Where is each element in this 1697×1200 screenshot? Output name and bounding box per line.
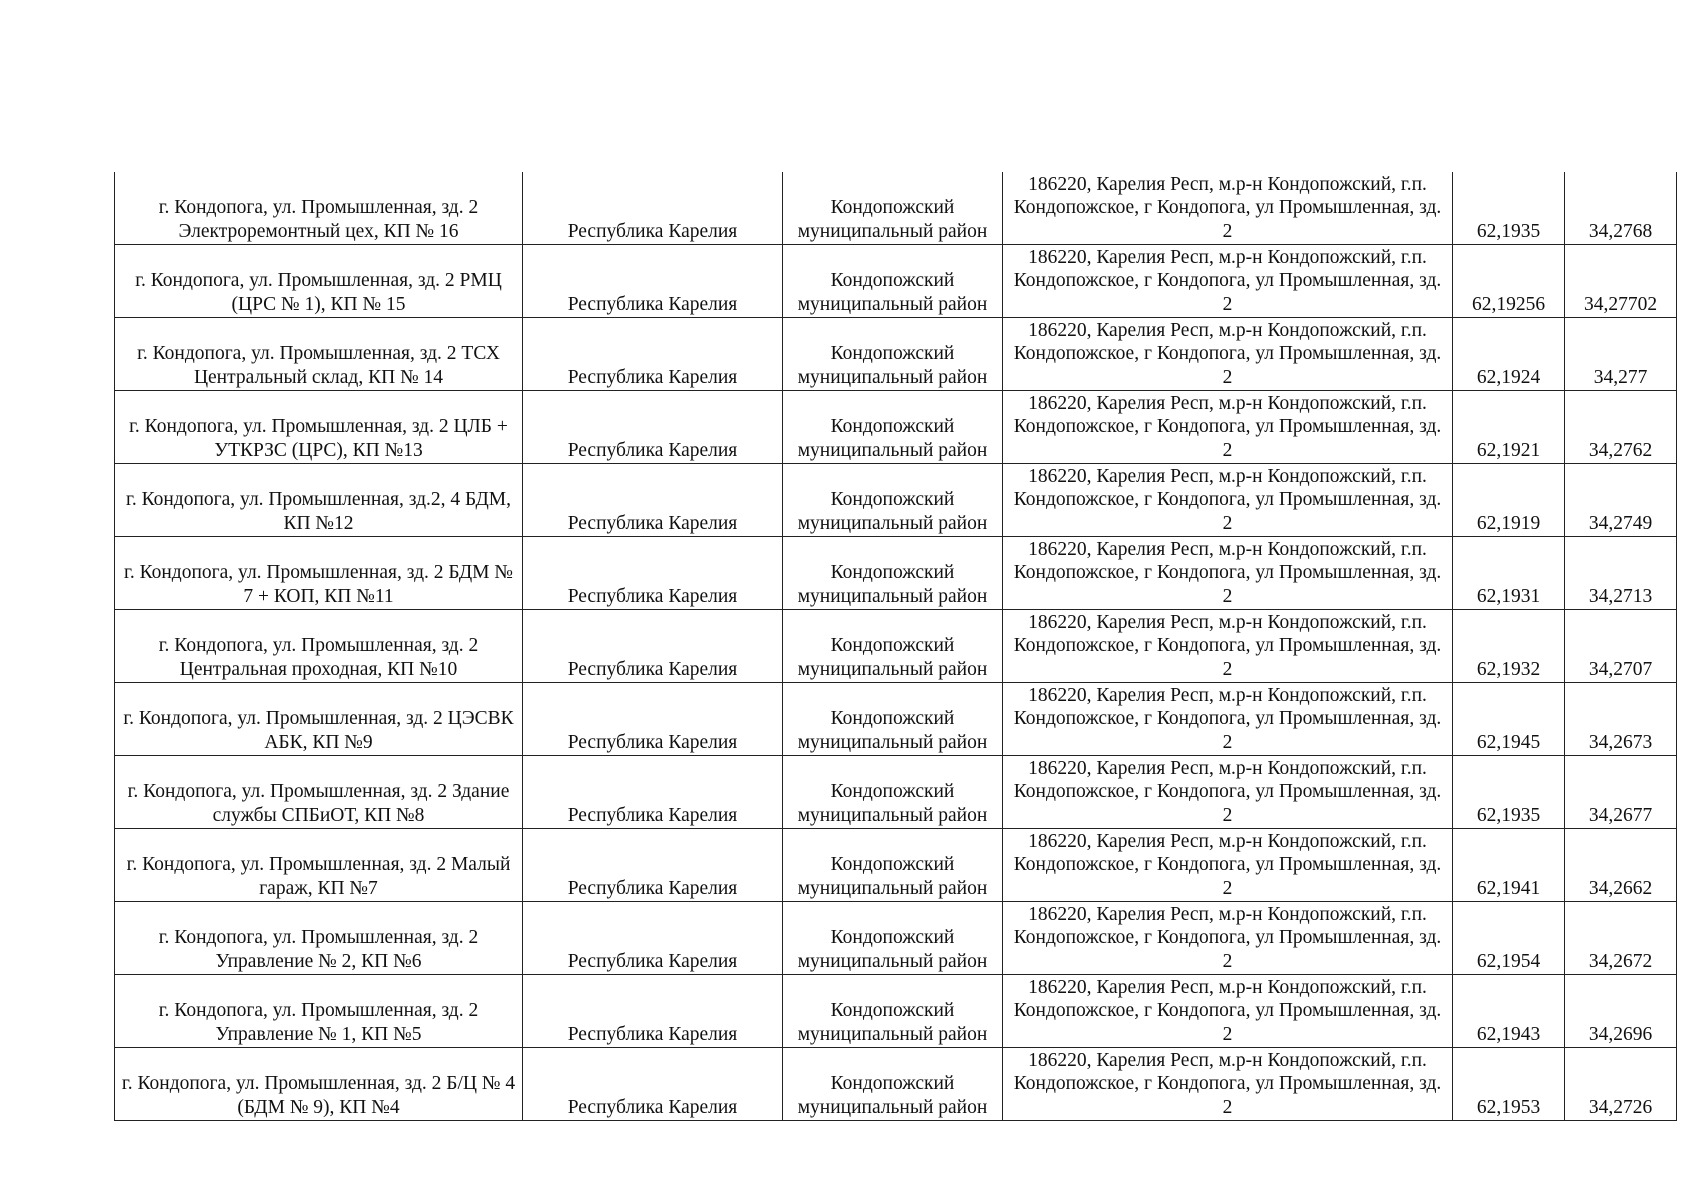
region-cell-text: Республика Карелия [567, 220, 738, 242]
district-cell [783, 683, 1003, 756]
object-name-cell-text: г. Кондопога, ул. Промышленная, зд. 2 ЦЛБ + УТКРЗС (ЦРС), КП №13 [129, 416, 508, 461]
object-name-cell [115, 975, 523, 1048]
longitude-cell-text: 34,2707 [1588, 658, 1653, 680]
longitude-cell [1565, 464, 1677, 537]
district-cell [783, 610, 1003, 683]
latitude-cell [1453, 172, 1565, 245]
district-cell-text: Кондопожский муниципальный район [797, 854, 988, 899]
longitude-cell-text: 34,2677 [1588, 804, 1653, 826]
latitude-cell [1453, 756, 1565, 829]
address-cell [1003, 245, 1453, 318]
district-cell-text: Кондопожский муниципальный район [797, 708, 988, 753]
longitude-cell [1565, 1048, 1677, 1121]
district-cell-text: Кондопожский муниципальный район [797, 197, 988, 242]
longitude-cell-text: 34,27702 [1583, 293, 1658, 315]
region-cell-text: Республика Карелия [567, 293, 738, 315]
latitude-cell [1453, 902, 1565, 975]
object-name-cell [115, 756, 523, 829]
latitude-cell [1453, 537, 1565, 610]
region-cell [523, 391, 783, 464]
longitude-cell [1565, 318, 1677, 391]
latitude-cell [1453, 318, 1565, 391]
table-row [115, 902, 1677, 975]
district-cell-text: Кондопожский муниципальный район [797, 1073, 988, 1118]
object-name-cell [115, 610, 523, 683]
object-name-cell-text: г. Кондопога, ул. Промышленная, зд. 2 ЦЭСВК АБК, КП №9 [123, 708, 514, 753]
table-body [115, 172, 1677, 1121]
object-name-cell [115, 391, 523, 464]
address-cell-text: 186220, Карелия Респ, м.р-н Кондопожский, г.п. Кондопожское, г Кондопога, ул Промышленная, зд. 2 [1013, 1049, 1442, 1118]
longitude-cell [1565, 537, 1677, 610]
longitude-cell-text: 34,2662 [1588, 877, 1653, 899]
object-name-cell [115, 683, 523, 756]
region-cell [523, 975, 783, 1048]
address-cell-text: 186220, Карелия Респ, м.р-н Кондопожский, г.п. Кондопожское, г Кондопога, ул Промышленная, зд. 2 [1013, 684, 1442, 753]
district-cell-text: Кондопожский муниципальный район [797, 927, 988, 972]
district-cell [783, 245, 1003, 318]
district-cell-text: Кондопожский муниципальный район [797, 562, 988, 607]
table-row [115, 1048, 1677, 1121]
region-cell-text: Республика Карелия [567, 366, 738, 388]
latitude-cell [1453, 245, 1565, 318]
longitude-cell-text: 34,2673 [1588, 731, 1653, 753]
object-name-cell [115, 902, 523, 975]
address-cell [1003, 756, 1453, 829]
region-cell [523, 537, 783, 610]
address-cell [1003, 537, 1453, 610]
object-name-cell-text: г. Кондопога, ул. Промышленная, зд. 2 Здание службы СПБиОТ, КП №8 [127, 781, 510, 826]
latitude-cell [1453, 683, 1565, 756]
region-cell [523, 610, 783, 683]
longitude-cell-text: 34,2726 [1588, 1096, 1653, 1118]
object-name-cell [115, 172, 523, 245]
object-name-cell-text: г. Кондопога, ул. Промышленная, зд. 2 Б/Ц № 4 (БДМ № 9), КП №4 [121, 1073, 516, 1118]
longitude-cell [1565, 756, 1677, 829]
longitude-cell-text: 34,277 [1593, 366, 1648, 388]
latitude-cell-text: 62,1935 [1476, 220, 1541, 242]
address-cell-text: 186220, Карелия Респ, м.р-н Кондопожский, г.п. Кондопожское, г Кондопога, ул Промышленная, зд. 2 [1013, 465, 1442, 534]
longitude-cell [1565, 975, 1677, 1048]
object-name-cell-text: г. Кондопога, ул. Промышленная, зд. 2 Электроремонтный цех, КП № 16 [158, 197, 479, 242]
object-name-cell-text: г. Кондопога, ул. Промышленная, зд. 2 РМЦ (ЦРС № 1), КП № 15 [135, 270, 502, 315]
address-cell [1003, 975, 1453, 1048]
district-cell-text: Кондопожский муниципальный район [797, 781, 988, 826]
district-cell [783, 829, 1003, 902]
latitude-cell-text: 62,1953 [1476, 1096, 1541, 1118]
district-cell [783, 464, 1003, 537]
region-cell-text: Республика Карелия [567, 804, 738, 826]
table-row [115, 610, 1677, 683]
latitude-cell-text: 62,1924 [1476, 366, 1541, 388]
latitude-cell-text: 62,1945 [1476, 731, 1541, 753]
district-cell-text: Кондопожский муниципальный район [797, 1000, 988, 1045]
longitude-cell-text: 34,2672 [1588, 950, 1653, 972]
object-name-cell-text: г. Кондопога, ул. Промышленная, зд. 2 Управление № 2, КП №6 [158, 927, 479, 972]
region-cell-text: Республика Карелия [567, 439, 738, 461]
object-name-cell-text: г. Кондопога, ул. Промышленная, зд. 2 ТСХ Центральный склад, КП № 14 [137, 343, 500, 388]
table-row [115, 537, 1677, 610]
address-cell [1003, 172, 1453, 245]
longitude-cell [1565, 829, 1677, 902]
table-row [115, 464, 1677, 537]
longitude-cell [1565, 391, 1677, 464]
district-cell [783, 391, 1003, 464]
table-row [115, 318, 1677, 391]
district-cell [783, 318, 1003, 391]
object-name-cell [115, 537, 523, 610]
region-cell [523, 756, 783, 829]
district-cell-text: Кондопожский муниципальный район [797, 343, 988, 388]
region-cell-text: Республика Карелия [567, 950, 738, 972]
object-name-cell-text: г. Кондопога, ул. Промышленная, зд. 2 Управление № 1, КП №5 [158, 1000, 479, 1045]
longitude-cell [1565, 172, 1677, 245]
region-cell [523, 464, 783, 537]
latitude-cell-text: 62,1919 [1476, 512, 1541, 534]
district-cell [783, 1048, 1003, 1121]
latitude-cell [1453, 975, 1565, 1048]
latitude-cell [1453, 829, 1565, 902]
latitude-cell-text: 62,19256 [1471, 293, 1546, 315]
latitude-cell-text: 62,1931 [1476, 585, 1541, 607]
latitude-cell [1453, 610, 1565, 683]
address-cell [1003, 902, 1453, 975]
longitude-cell-text: 34,2749 [1588, 512, 1653, 534]
region-cell [523, 318, 783, 391]
longitude-cell [1565, 245, 1677, 318]
region-cell [523, 683, 783, 756]
object-name-cell [115, 829, 523, 902]
address-cell-text: 186220, Карелия Респ, м.р-н Кондопожский, г.п. Кондопожское, г Кондопога, ул Промышленная, зд. 2 [1013, 611, 1442, 680]
object-name-cell-text: г. Кондопога, ул. Промышленная, зд. 2 БДМ № 7 + КОП, КП №11 [124, 562, 513, 607]
table-row [115, 683, 1677, 756]
region-cell-text: Республика Карелия [567, 585, 738, 607]
address-cell-text: 186220, Карелия Респ, м.р-н Кондопожский, г.п. Кондопожское, г Кондопога, ул Промышленная, зд. 2 [1013, 319, 1442, 388]
checkpoints-table [114, 172, 1677, 1121]
address-cell [1003, 318, 1453, 391]
longitude-cell-text: 34,2768 [1588, 220, 1653, 242]
object-name-cell [115, 318, 523, 391]
region-cell-text: Республика Карелия [567, 877, 738, 899]
region-cell-text: Республика Карелия [567, 512, 738, 534]
object-name-cell [115, 245, 523, 318]
region-cell [523, 902, 783, 975]
address-cell-text: 186220, Карелия Респ, м.р-н Кондопожский, г.п. Кондопожское, г Кондопога, ул Промышленная, зд. 2 [1013, 976, 1442, 1045]
longitude-cell [1565, 902, 1677, 975]
region-cell [523, 829, 783, 902]
longitude-cell-text: 34,2696 [1588, 1023, 1653, 1045]
region-cell-text: Республика Карелия [567, 1096, 738, 1118]
object-name-cell-text: г. Кондопога, ул. Промышленная, зд. 2 Центральная проходная, КП №10 [158, 635, 479, 680]
address-cell-text: 186220, Карелия Респ, м.р-н Кондопожский, г.п. Кондопожское, г Кондопога, ул Промышленная, зд. 2 [1013, 538, 1442, 607]
object-name-cell [115, 464, 523, 537]
table-row [115, 975, 1677, 1048]
address-cell [1003, 464, 1453, 537]
latitude-cell-text: 62,1941 [1476, 877, 1541, 899]
object-name-cell-text: г. Кондопога, ул. Промышленная, зд.2, 4 БДМ, КП №12 [126, 489, 511, 534]
table-row [115, 829, 1677, 902]
address-cell [1003, 829, 1453, 902]
latitude-cell [1453, 464, 1565, 537]
object-name-cell [115, 1048, 523, 1121]
address-cell-text: 186220, Карелия Респ, м.р-н Кондопожский, г.п. Кондопожское, г Кондопога, ул Промышленная, зд. 2 [1013, 173, 1442, 242]
latitude-cell-text: 62,1921 [1476, 439, 1541, 461]
longitude-cell-text: 34,2762 [1588, 439, 1653, 461]
district-cell [783, 172, 1003, 245]
district-cell-text: Кондопожский муниципальный район [797, 489, 988, 534]
latitude-cell [1453, 391, 1565, 464]
district-cell [783, 756, 1003, 829]
region-cell-text: Республика Карелия [567, 1023, 738, 1045]
latitude-cell-text: 62,1935 [1476, 804, 1541, 826]
district-cell [783, 975, 1003, 1048]
address-cell-text: 186220, Карелия Респ, м.р-н Кондопожский, г.п. Кондопожское, г Кондопога, ул Промышленная, зд. 2 [1013, 246, 1442, 315]
region-cell [523, 245, 783, 318]
address-cell-text: 186220, Карелия Респ, м.р-н Кондопожский, г.п. Кондопожское, г Кондопога, ул Промышленная, зд. 2 [1013, 903, 1442, 972]
table-row [115, 245, 1677, 318]
address-cell [1003, 391, 1453, 464]
address-cell [1003, 683, 1453, 756]
longitude-cell [1565, 610, 1677, 683]
district-cell [783, 537, 1003, 610]
latitude-cell [1453, 1048, 1565, 1121]
region-cell [523, 172, 783, 245]
district-cell-text: Кондопожский муниципальный район [797, 416, 988, 461]
object-name-cell-text: г. Кондопога, ул. Промышленная, зд. 2 Малый гараж, КП №7 [126, 854, 511, 899]
district-cell-text: Кондопожский муниципальный район [797, 635, 988, 680]
latitude-cell-text: 62,1954 [1476, 950, 1541, 972]
address-cell [1003, 1048, 1453, 1121]
region-cell-text: Республика Карелия [567, 658, 738, 680]
region-cell [523, 1048, 783, 1121]
table-row [115, 172, 1677, 245]
latitude-cell-text: 62,1943 [1476, 1023, 1541, 1045]
district-cell [783, 902, 1003, 975]
address-cell-text: 186220, Карелия Респ, м.р-н Кондопожский, г.п. Кондопожское, г Кондопога, ул Промышленная, зд. 2 [1013, 757, 1442, 826]
table-row [115, 391, 1677, 464]
latitude-cell-text: 62,1932 [1476, 658, 1541, 680]
longitude-cell [1565, 683, 1677, 756]
region-cell-text: Республика Карелия [567, 731, 738, 753]
longitude-cell-text: 34,2713 [1588, 585, 1653, 607]
address-cell-text: 186220, Карелия Респ, м.р-н Кондопожский, г.п. Кондопожское, г Кондопога, ул Промышленная, зд. 2 [1013, 392, 1442, 461]
district-cell-text: Кондопожский муниципальный район [797, 270, 988, 315]
address-cell [1003, 610, 1453, 683]
table-row [115, 756, 1677, 829]
address-cell-text: 186220, Карелия Респ, м.р-н Кондопожский, г.п. Кондопожское, г Кондопога, ул Промышленная, зд. 2 [1013, 830, 1442, 899]
